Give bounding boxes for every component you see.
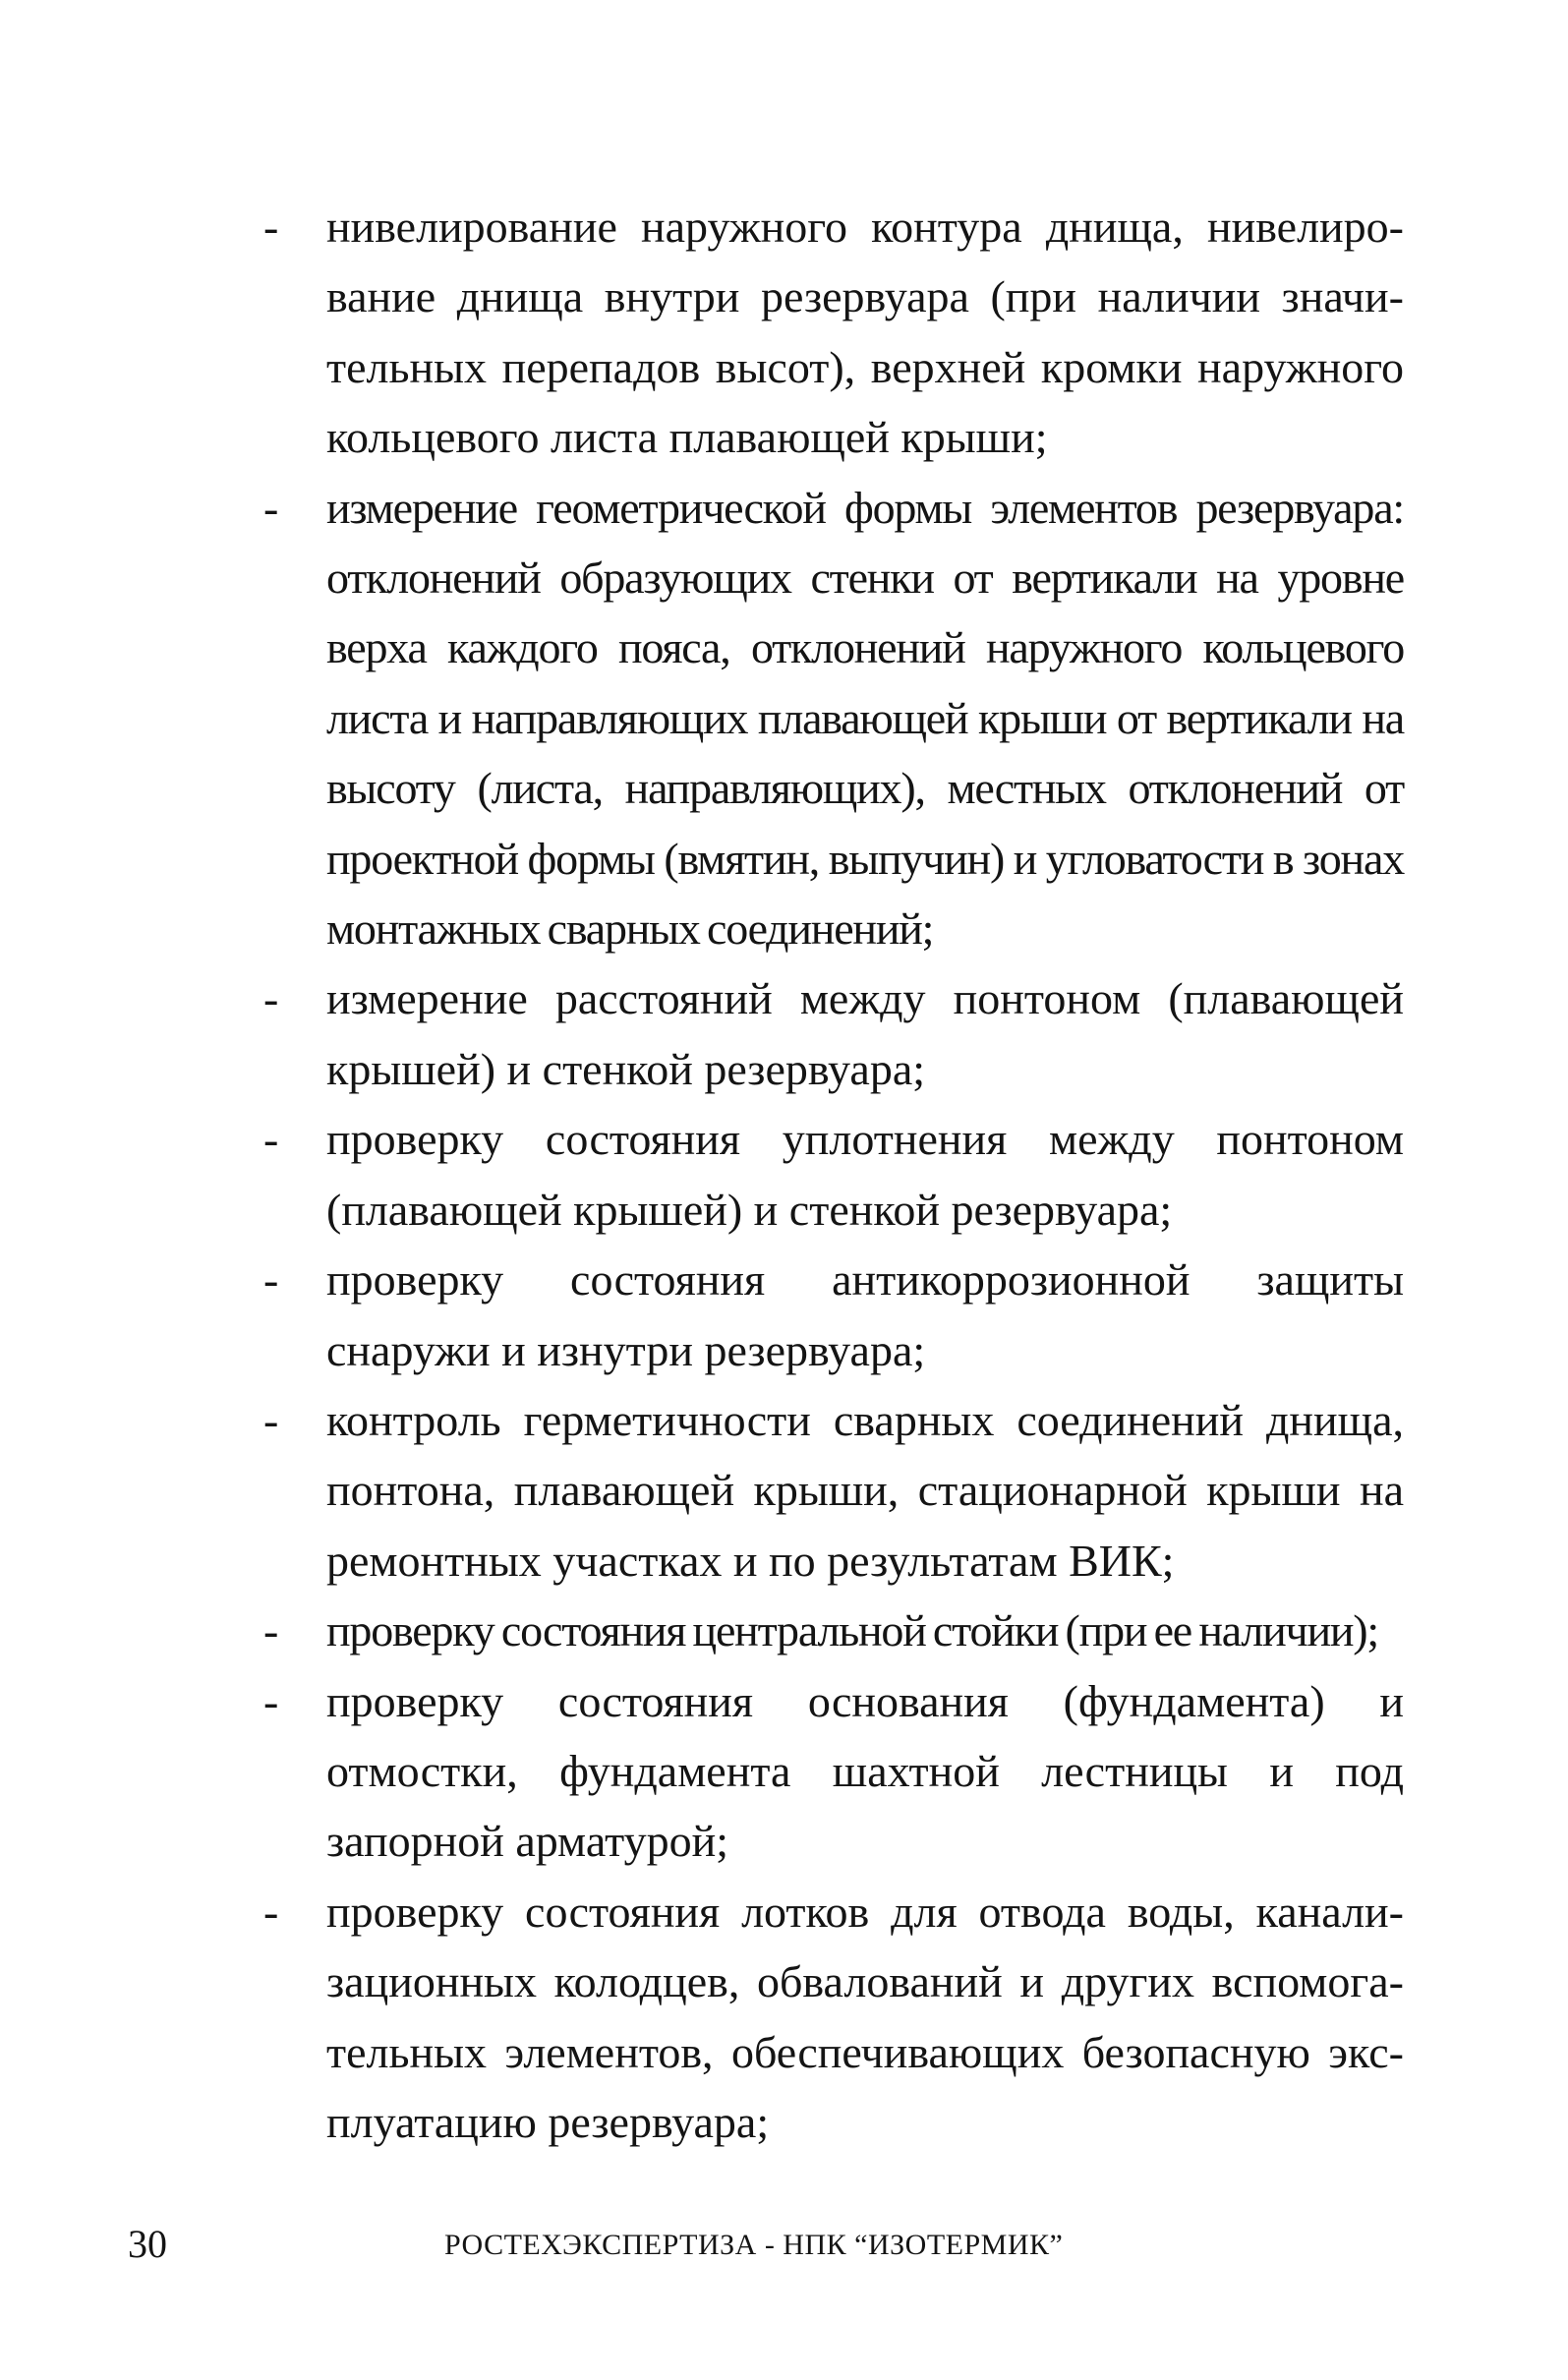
- list-bullet: -: [263, 202, 279, 252]
- list-item-text: нивелирование наружного контура днища, нивелирование днища внутри резервуара (при наличии значительных перепадов высот), верхней кромки наружного кольцевого листа плавающей крыши;: [326, 202, 1404, 463]
- list-bullet: -: [263, 1675, 279, 1726]
- list-item: [263, 192, 1404, 473]
- list-item: [263, 1245, 1404, 1385]
- running-title: РОСТЕХЭКСПЕРТИЗА - НПК “ИЗОТЕРМИК”: [444, 2229, 1064, 2261]
- list-bullet: -: [263, 1114, 279, 1165]
- list-item: [263, 963, 1404, 1104]
- list-item: [263, 1666, 1404, 1877]
- list-item-text: проверку состояния антикоррозионной защиты снаружи и изнутри резервуара;: [326, 1254, 1404, 1375]
- list-item: [263, 1877, 1404, 2158]
- list-item-text: проверку состояния основания (фундамента) и отмостки, фундамента шахтной лестницы и под запорной арматурой;: [326, 1675, 1404, 1867]
- list-item-text: контроль герметичности сварных соединений днища, понтона, плавающей крыши, стационарной крыши на ремонтных участках и по результатам ВИК;: [326, 1394, 1404, 1586]
- page-number: 30: [128, 2222, 167, 2266]
- list-item: [263, 1104, 1404, 1245]
- list-item-text: проверку состояния уплотнения между понтоном (плавающей крышей) и стенкой резервуара;: [326, 1114, 1404, 1235]
- list-item: [263, 473, 1404, 964]
- list-item-text: измерение геометрической формы элементов резервуара: отклонений образующих стенки от вертикали на уровне верха каждого пояса, отклонений наружного кольцевого листа и направляющих плавающей крыши от вертикали на высоту (листа, направляющих), местных отклонений от проектной формы (вмятин, выпучин) и угловатости в зонах монтажных сварных соединений;: [326, 482, 1404, 955]
- requirements-list: [263, 192, 1404, 2157]
- list-item-text: проверку состояния лотков для отвода воды, канализационных колодцев, обвалований и других вспомогательных элементов, обеспечивающих безопасную эксплуатацию резервуара;: [326, 1886, 1404, 2147]
- list-bullet: -: [263, 1254, 279, 1306]
- list-item-text: проверку состояния центральной стойки (при ее наличии);: [326, 1605, 1378, 1656]
- list-item: [263, 1596, 1404, 1665]
- list-item-text: измерение расстояний между понтоном (плавающей крышей) и стенкой резервуара;: [326, 973, 1404, 1094]
- list-bullet: -: [263, 1394, 279, 1445]
- list-bullet: -: [263, 1605, 279, 1656]
- page-footer: [0, 2220, 1568, 2269]
- list-bullet: -: [263, 1886, 279, 1937]
- list-bullet: -: [263, 482, 279, 533]
- list-bullet: -: [263, 973, 279, 1024]
- list-item: [263, 1385, 1404, 1596]
